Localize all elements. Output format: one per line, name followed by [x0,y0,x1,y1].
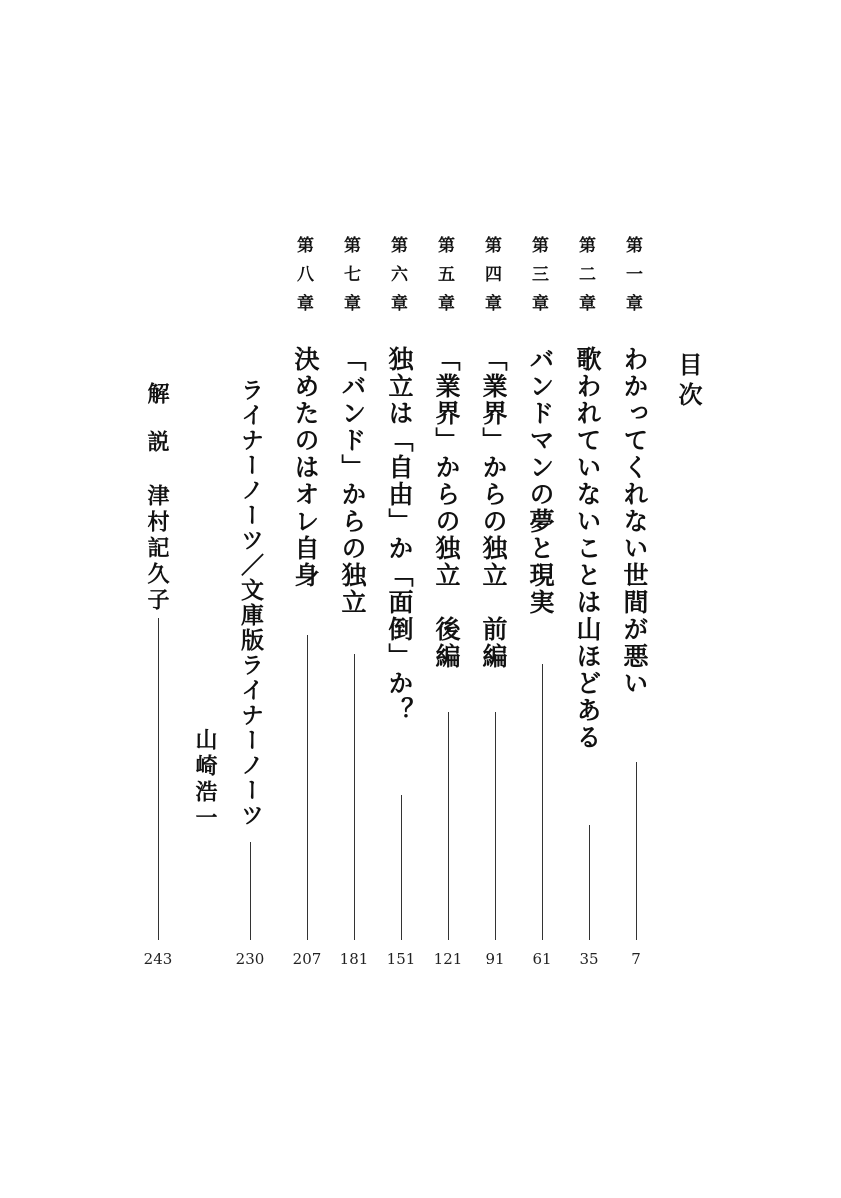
chapter-4-page: 91 [485,950,505,968]
chapter-7-page: 181 [339,950,369,968]
chapter-3-page: 61 [532,950,552,968]
chapter-7-label: 第七章 [340,236,360,323]
chapter-8-leader [307,635,308,940]
chapter-2-page: 35 [579,950,599,968]
chapter-2-label: 第二章 [575,236,595,323]
chapter-8-label: 第八章 [293,236,313,323]
chapter-4-label: 第四章 [481,236,501,323]
chapter-6-title[interactable]: 独立は「自由」か「面倒」か？ [385,346,414,724]
chapter-6-leader [401,795,402,940]
commentary-author[interactable]: 津村記久子 [144,484,169,614]
chapter-7-title[interactable]: 「バンド」からの独立 [338,346,367,616]
chapter-8-page: 207 [292,950,322,968]
liner-notes-leader [250,842,251,940]
liner-notes-author: 山崎浩一 [192,728,217,832]
chapter-2-leader [589,825,590,940]
commentary-leader [158,618,159,940]
chapter-2-title[interactable]: 歌われていないことは山ほどある [573,346,602,751]
chapter-1-page: 7 [631,950,641,968]
chapter-4-title[interactable]: 「業界」からの独立 前編 [479,346,508,670]
chapter-3-label: 第三章 [528,236,548,323]
chapter-5-leader [448,712,449,940]
commentary-label: 解 説 [144,382,169,454]
chapter-1-label: 第一章 [622,236,642,323]
page-title: 目次 [674,352,702,412]
chapter-3-title[interactable]: バンドマンの夢と現実 [526,346,555,616]
chapter-6-page: 151 [386,950,416,968]
chapter-3-leader [542,664,543,940]
chapter-1-leader [636,762,637,940]
chapter-6-label: 第六章 [387,236,407,323]
liner-notes-title[interactable]: ライナーノーツ／文庫版ライナーノーツ [237,378,263,828]
chapter-5-page: 121 [433,950,463,968]
chapter-5-label: 第五章 [434,236,454,323]
chapter-7-leader [354,654,355,940]
commentary-page: 243 [143,950,173,968]
liner-notes-page: 230 [235,950,265,968]
chapter-5-title[interactable]: 「業界」からの独立 後編 [432,346,461,670]
chapter-8-title[interactable]: 決めたのはオレ自身 [291,346,320,589]
chapter-1-title[interactable]: わかってくれない世間が悪い [620,346,649,697]
chapter-4-leader [495,712,496,940]
